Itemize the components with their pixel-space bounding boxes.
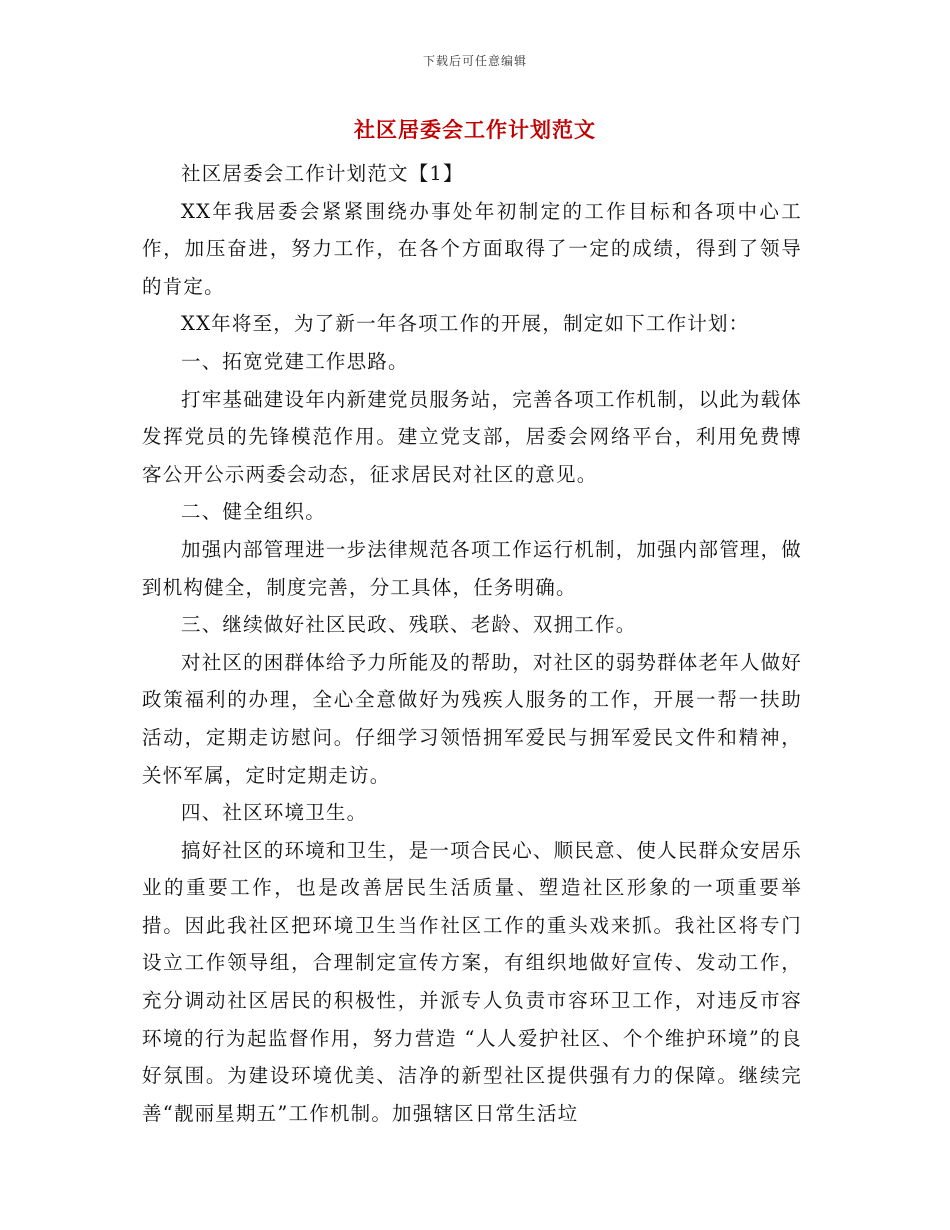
section-heading: 一、拓宽党建工作思路。 (181, 349, 409, 373)
document-title: 社区居委会工作计划范文 (354, 117, 596, 142)
paragraph: 搞好社区的环境和卫生，是一项合民心、顺民意、使人民群众安居乐业的重要工作，也是改善居民生活质量、塑造社区形象的一项重要举措。因此我社区把环境卫生当作社区工作的重头戏来抓。我社区将专门设立工作领导组，合理制定宣传方案，有组织地做好宣传、发动工作，充分调动社区居民的积极性，并派专人负责市容环卫工作，对违反市容环境的行为起监督作用，努力营造 “人人爱护社区、个个维护环境”的良好氛围。为建设环境优美、洁净的新型社区提供强有力的保障。继续完善“靓丽星期五”工作机制。加强辖区日常生活垃 (142, 838, 803, 1125)
section-heading: 三、继续做好社区民政、残联、老龄、双拥工作。 (181, 613, 637, 637)
header-note: 下载后可任意编辑 (422, 54, 527, 68)
paragraph: 打牢基础建设年内新建党员服务站，完善各项工作机制，以此为载体发挥党员的先锋模范作用。建立党支部，居委会网络平台，利用免费博客公开公示两委会动态，征求居民对社区的意见。 (142, 387, 803, 486)
paragraph: 对社区的困群体给予力所能及的帮助，对社区的弱势群体老年人做好政策福利的办理，全心全意做好为残疾人服务的工作，开展一帮一扶助活动，定期走访慰问。仔细学习领悟拥军爱民与拥军爱民文件和精神，关怀军属，定时定期走访。 (142, 650, 803, 787)
paragraph: XX年将至，为了新一年各项工作的开展，制定如下工作计划： (181, 312, 750, 336)
document-body (142, 155, 802, 1132)
paragraph: 社区居委会工作计划范文【1】 (181, 162, 464, 185)
paragraph: 加强内部管理进一步法律规范各项工作运行机制，加强内部管理，做到机构健全，制度完善，分工具体，任务明确。 (142, 537, 803, 599)
paragraph: XX年我居委会紧紧围绕办事处年初制定的工作目标和各项中心工作，加压奋进，努力工作，在各个方面取得了一定的成绩，得到了领导的肯定。 (142, 199, 802, 298)
section-heading: 二、健全组织。 (181, 500, 326, 524)
section-heading: 四、社区环境卫生。 (181, 801, 368, 825)
